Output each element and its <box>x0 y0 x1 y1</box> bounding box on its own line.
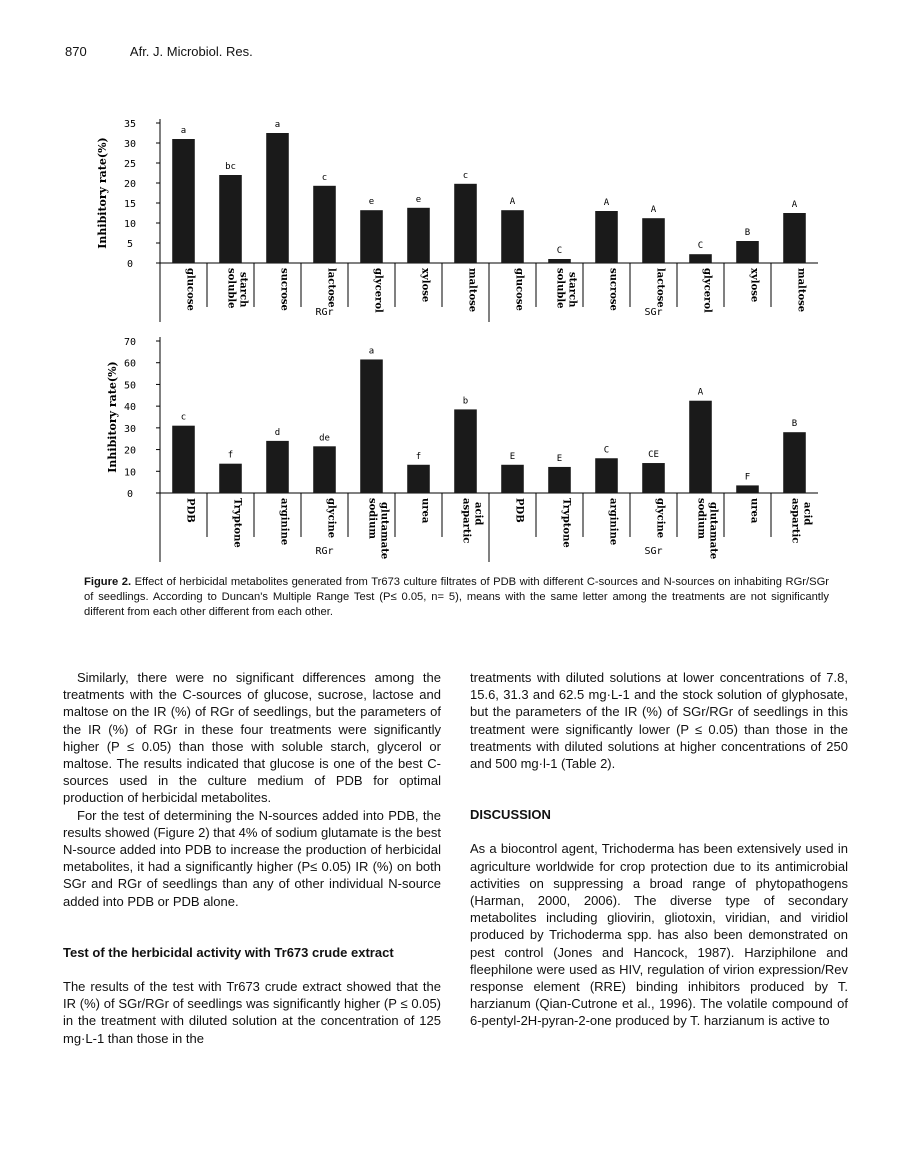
category-label: maltose <box>466 268 478 313</box>
y-tick-label: 5 <box>126 239 134 250</box>
category-label: starch <box>237 272 249 308</box>
significance-letter: A <box>697 387 704 398</box>
bar <box>407 208 430 263</box>
left-column <box>63 669 441 1047</box>
significance-letter: C <box>697 241 704 252</box>
y-tick-label: 50 <box>123 380 137 392</box>
y-tick-label: 20 <box>123 445 137 457</box>
category-label: glycine <box>325 498 337 539</box>
bar <box>219 464 242 493</box>
y-tick-label: 70 <box>123 337 137 348</box>
bar <box>172 139 195 263</box>
caption-text: Effect of herbicidal metabolites generated from Tr673 culture filtrates of PDB with different C-sources and N-sources on inhabiting RGr/SGr of seedlings. According to Duncan's Multiple Range Test (P≤ 0.05, n= 5), means with the same letter among the treatments are not significantly different from each other different from each other. <box>84 576 830 618</box>
significance-letter: C <box>603 445 610 456</box>
bar <box>266 133 289 263</box>
section-heading-crude-extract: Test of the herbicidal activity with Tr673 crude extract <box>63 944 394 960</box>
significance-letter: c <box>462 170 469 181</box>
section-heading-discussion: DISCUSSION <box>470 807 551 823</box>
category-label: glutamate <box>707 502 719 560</box>
bar <box>689 254 712 263</box>
y-tick-label: 15 <box>123 199 137 210</box>
category-label: glycerol <box>372 268 384 313</box>
category-label: PDB <box>513 498 525 523</box>
y-tick-label: 35 <box>123 119 137 130</box>
significance-letter: F <box>744 472 751 483</box>
category-label: arginine <box>607 498 619 546</box>
category-label: lactose <box>654 268 666 308</box>
category-label: PDB <box>184 498 196 523</box>
bar <box>501 465 524 493</box>
y-axis-label: Inhibitory rate(%) <box>106 361 119 473</box>
y-axis-label: Inhibitory rate(%) <box>96 137 109 249</box>
category-label: soluble <box>554 268 566 309</box>
significance-letter: bc <box>225 162 236 172</box>
bar <box>266 441 289 493</box>
category-label: arginine <box>278 498 290 546</box>
group-label: RGr <box>315 546 334 557</box>
bar <box>548 259 571 263</box>
y-tick-label: 30 <box>123 139 137 150</box>
category-label: glutamate <box>378 502 390 560</box>
bar <box>407 465 430 493</box>
bar <box>313 446 336 493</box>
significance-letter: e <box>368 197 375 208</box>
y-tick-label: 25 <box>123 159 137 170</box>
significance-letter: C <box>556 246 563 256</box>
group-label: SGr <box>644 307 663 318</box>
right-column <box>470 669 848 1030</box>
significance-letter: E <box>509 451 516 462</box>
page-number: 870 <box>65 44 87 59</box>
y-tick-label: 30 <box>123 423 137 435</box>
bar <box>595 211 618 263</box>
significance-letter: B <box>744 228 751 238</box>
paragraph-glyphosate: treatments with diluted solutions at lower concentrations of 7.8, 15.6, 31.3 and 62.5 mg·L-1 and the stock solution of glyphosate, but the parameters of the IR (%) of SGr/RGr of seedlings in this treatment were significantly lower (P ≤ 0.05) than those in the treatments with diluted solutions at higher concentrations of 250 and 500 mg·l-1 (Table 2). <box>470 670 848 772</box>
bar <box>642 218 665 263</box>
category-label: Tryptone <box>231 498 243 548</box>
group-label: SGr <box>644 546 663 557</box>
significance-letter: A <box>603 198 610 208</box>
category-label: glycerol <box>701 268 713 313</box>
bar <box>736 485 759 493</box>
bar <box>454 184 477 263</box>
category-label: aspartic <box>789 498 801 544</box>
significance-letter: e <box>415 194 422 205</box>
significance-letter: d <box>274 427 281 438</box>
bar <box>501 210 524 263</box>
category-label: glucose <box>513 268 525 311</box>
bar <box>783 432 806 493</box>
y-tick-label: 0 <box>126 489 134 500</box>
bar <box>219 175 242 263</box>
significance-letter: c <box>321 172 328 183</box>
significance-letter: A <box>509 197 516 208</box>
bar <box>172 426 195 493</box>
category-label: Tryptone <box>560 498 572 548</box>
category-label: urea <box>419 498 431 524</box>
significance-letter: b <box>462 396 469 407</box>
bar <box>360 210 383 263</box>
significance-letter: f <box>415 451 422 462</box>
bar <box>595 458 618 493</box>
significance-letter: a <box>180 126 187 136</box>
y-tick-label: 10 <box>123 467 137 479</box>
category-label: acid <box>472 502 484 526</box>
category-label: glucose <box>184 268 196 311</box>
paragraph-c-sources: Similarly, there were no significant differences among the treatments with the C-sources of glucose, sucrose, lactose and maltose on the IR (%) of RGr of seedlings, but the parameters of the IR (%) of RGr in these four treatments were significantly higher (P ≤ 0.05) than those with soluble starch, glycerol or maltose. The results indicated that glucose is one of the best C-sources used in the culture medium of PDB for optimal production of herbicidal metabolites. <box>63 670 441 806</box>
caption-label: Figure 2. <box>84 576 132 588</box>
paragraph-crude-extract: The results of the test with Tr673 crude extract showed that the IR (%) of SGr/RGr of seedlings was significantly higher (P ≤ 0.05) in the treatment with diluted solution at the concentration of 125 mg·L-1 than those in the <box>63 979 441 1046</box>
category-label: lactose <box>325 268 337 308</box>
significance-letter: de <box>319 433 330 444</box>
category-label: starch <box>566 272 578 308</box>
y-tick-label: 20 <box>123 179 137 190</box>
bar <box>360 359 383 493</box>
bar <box>783 213 806 263</box>
bar <box>313 186 336 263</box>
significance-letter: f <box>227 450 234 461</box>
significance-letter: A <box>650 205 657 216</box>
category-label: glycine <box>654 498 666 539</box>
group-label: RGr <box>315 307 334 318</box>
y-tick-label: 60 <box>123 358 137 370</box>
category-label: xylose <box>419 268 431 303</box>
bar <box>689 401 712 493</box>
bar <box>454 409 477 493</box>
paragraph-discussion: As a biocontrol agent, Trichoderma has been extensively used in agriculture worldwide for crop protection due to its antimicrobial activities on suppressing a broad range of phytopathogens (Harman, 2000, 2006). The diverse type of secondary metabolites including gliovirin, gliotoxin, viridian, and viridiol produced by Trichoderma spp. has also been demonstrated on pest control (Jones and Hancock, 1987). Harziphilone and fleephilone were used as HIV, regulation of virion expression/Rev response element (RRE) binding inhibitors produced by T. harzianum (Qian-Cutrone et al., 1996). The volatile compound of 6-pentyl-2H-pyran-2-one produced by T. harzianum is active to <box>470 841 848 1029</box>
y-tick-label: 10 <box>123 219 137 230</box>
category-label: urea <box>748 498 760 524</box>
category-label: maltose <box>795 268 807 313</box>
significance-letter: E <box>556 453 563 464</box>
significance-letter: c <box>180 412 187 423</box>
category-label: sucrose <box>607 268 619 311</box>
significance-letter: a <box>368 346 375 357</box>
category-label: aspartic <box>460 498 472 544</box>
paragraph-n-sources: For the test of determining the N-sources added into PDB, the results showed (Figure 2) that 4% of sodium glutamate is the best N-source added into PDB to increase the production of herbicidal metabolites, it had a significantly higher (P≤ 0.05) IR (%) on both SGr and RGr of seedlings than any of other individual N-source added into PDB or PDB alone. <box>63 807 441 909</box>
y-tick-label: 40 <box>123 402 137 414</box>
category-label: sucrose <box>278 268 290 311</box>
significance-letter: a <box>274 120 281 130</box>
category-label: sodium <box>366 498 378 539</box>
category-label: acid <box>801 502 813 526</box>
journal-name: Afr. J. Microbiol. Res. <box>129 44 253 59</box>
category-label: sodium <box>695 498 707 539</box>
bar <box>548 467 571 493</box>
y-tick-label: 0 <box>126 259 134 270</box>
significance-letter: A <box>791 200 798 210</box>
significance-letter: B <box>791 419 798 430</box>
category-label: xylose <box>748 268 760 303</box>
bar <box>642 463 665 493</box>
significance-letter: CE <box>648 450 659 461</box>
category-label: soluble <box>225 268 237 309</box>
bar <box>736 241 759 263</box>
figure-caption <box>84 575 829 620</box>
